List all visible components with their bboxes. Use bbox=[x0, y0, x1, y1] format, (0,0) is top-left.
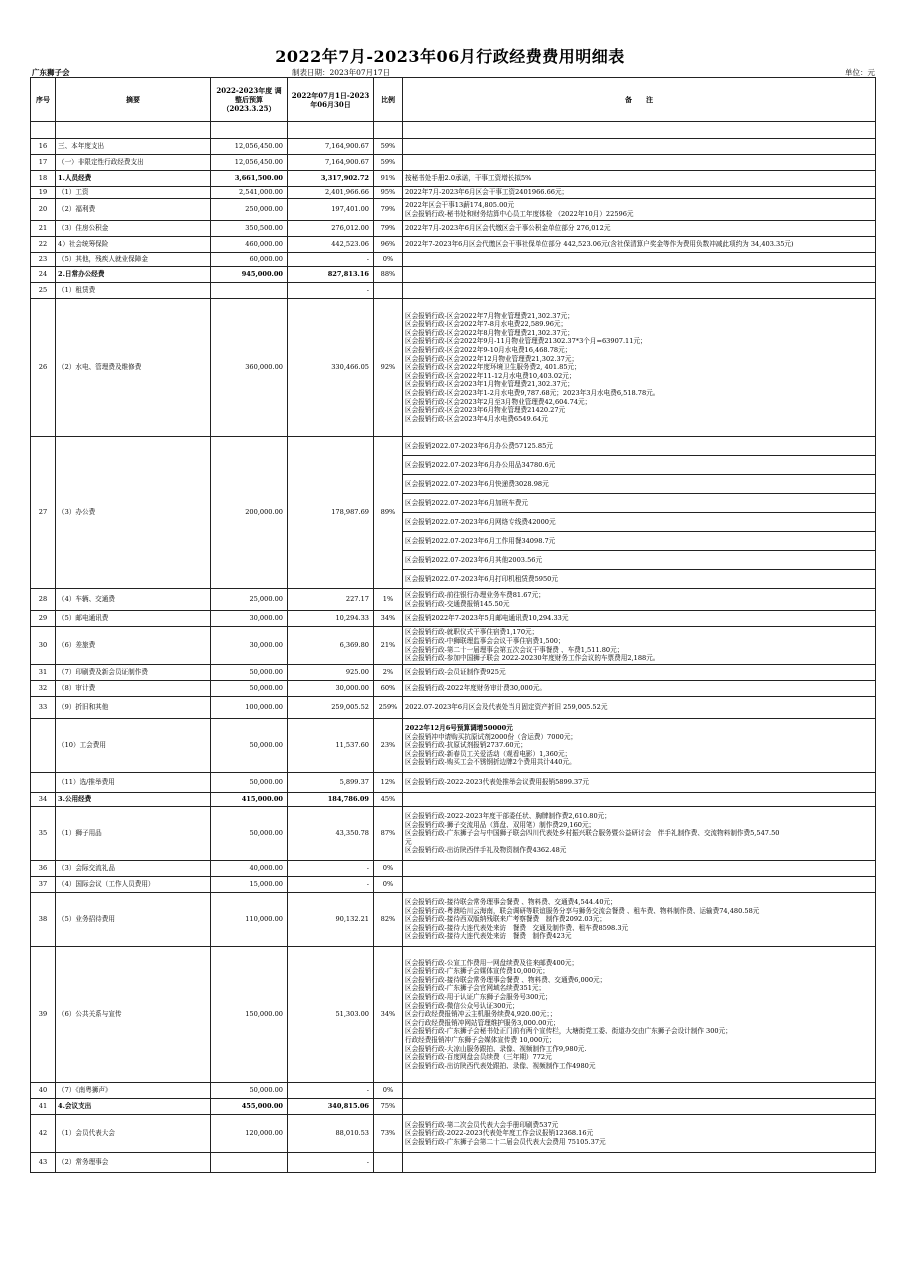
row-summary: （4）车辆、交通费 bbox=[56, 589, 211, 611]
row-budget: 50,000.00 bbox=[211, 773, 288, 793]
note-line: 区会报销行政-接待联会常务理事会餐费 、物料费、交通费4,544.40元； bbox=[405, 898, 617, 907]
table-row bbox=[31, 861, 876, 877]
row-number: 31 bbox=[31, 665, 56, 681]
note-line: 2022年7-2023年6月区会代缴区会干事社保单位部分 442,523.06元(含社保清算户奖金等作为费用负数冲减此项约为 34,403.35元) bbox=[405, 240, 794, 249]
row-budget: 60,000.00 bbox=[211, 253, 288, 267]
row-notes bbox=[403, 773, 876, 793]
row-budget: 2,541,000.00 bbox=[211, 187, 288, 199]
row-notes bbox=[403, 947, 876, 1083]
row-actual: - bbox=[288, 861, 374, 877]
note-line: 区会报销行政-会员证制作费925元 bbox=[405, 668, 506, 677]
blank-row bbox=[31, 122, 876, 139]
table-row bbox=[31, 267, 876, 283]
row-ratio: 89% bbox=[374, 437, 403, 589]
note-line: 元 bbox=[405, 837, 412, 846]
row-actual: 11,537.60 bbox=[288, 719, 374, 773]
row-actual: 6,369.80 bbox=[288, 627, 374, 665]
header-no: 序号 bbox=[31, 78, 56, 122]
row-summary: 2.日常办公经费 bbox=[56, 267, 211, 283]
table-row bbox=[31, 1083, 876, 1099]
row-budget: 945,000.00 bbox=[211, 267, 288, 283]
row-budget: 150,000.00 bbox=[211, 947, 288, 1083]
note-line: 区会报销行政-广东狮子会媒体宣传费10,000元； bbox=[405, 967, 549, 976]
row-number: 23 bbox=[31, 253, 56, 267]
row-number: 25 bbox=[31, 283, 56, 299]
row-actual: 925.00 bbox=[288, 665, 374, 681]
row-summary: 3.公用经费 bbox=[56, 793, 211, 807]
row-ratio bbox=[374, 283, 403, 299]
row-ratio: 34% bbox=[374, 611, 403, 627]
header-budget: 2022-2023年度 调整后预算 （2023.3.25） bbox=[211, 78, 288, 122]
row-notes bbox=[403, 221, 876, 237]
page-title: 2022年7月-2023年06月行政经费费用明细表 bbox=[275, 47, 625, 66]
row-notes bbox=[403, 139, 876, 155]
header-ratio: 比例 bbox=[374, 78, 403, 122]
row-budget: 30,000.00 bbox=[211, 627, 288, 665]
note-line: 区会行政经费报销冲网站管理维护服务3,000.00元； bbox=[405, 1018, 560, 1027]
table-row bbox=[31, 155, 876, 171]
note-line: 区会报销2022年7-2023年5月邮电通讯费10,294.33元 bbox=[405, 614, 569, 623]
note-line: 区会报销2022.07-2023年6月其他2003.56元 bbox=[403, 551, 875, 570]
note-line: 区会报销行政-前往银行办理业务车费81.67元； bbox=[405, 590, 545, 599]
row-notes bbox=[403, 155, 876, 171]
row-ratio: 12% bbox=[374, 773, 403, 793]
row-budget: 110,000.00 bbox=[211, 893, 288, 947]
row-summary: （10）工会费用 bbox=[56, 719, 211, 773]
row-actual: 10,294.33 bbox=[288, 611, 374, 627]
note-line: 按秘书处手册2.0承诺，干事工资增长拟5% bbox=[405, 174, 532, 183]
row-budget: 250,000.00 bbox=[211, 199, 288, 221]
row-summary: （3）会际交流礼品 bbox=[56, 861, 211, 877]
row-ratio: 259% bbox=[374, 697, 403, 719]
table-row bbox=[31, 1153, 876, 1173]
row-notes bbox=[403, 1115, 876, 1153]
note-line: 区会报销2022.07-2023年6月网络专线费42000元 bbox=[403, 513, 875, 532]
row-ratio: 91% bbox=[374, 171, 403, 187]
row-summary: （7）印刷费及新会员证制作费 bbox=[56, 665, 211, 681]
note-line: 区会报销行政-秘书处和财务结算中心员工年度体检 （2022年10月）22596元 bbox=[405, 209, 634, 218]
note-line: 区会报销行政-粤澳哈川云海南，联会调研等联谊服务分享与狮务交流会餐费 、租车费、物料制作费、运输费74,480.58元 bbox=[405, 906, 760, 915]
table-row bbox=[31, 299, 876, 437]
row-budget: 25,000.00 bbox=[211, 589, 288, 611]
row-notes bbox=[403, 1083, 876, 1099]
row-summary: （2）水电、管理费及维修费 bbox=[56, 299, 211, 437]
table-row bbox=[31, 793, 876, 807]
row-actual: - bbox=[288, 1083, 374, 1099]
row-ratio: 60% bbox=[374, 681, 403, 697]
row-ratio: 2% bbox=[374, 665, 403, 681]
note-line: 区会行政经费报销冲云主机服务续费4,920.00元；； bbox=[405, 1010, 557, 1019]
row-ratio bbox=[374, 1153, 403, 1173]
row-notes bbox=[403, 611, 876, 627]
row-budget: 120,000.00 bbox=[211, 1115, 288, 1153]
row-number: 18 bbox=[31, 171, 56, 187]
note-line: 区会报销行政-第二十一届理事会第五次会议干事餐费 、车费1,511.80元； bbox=[405, 645, 624, 654]
row-actual: 90,132.21 bbox=[288, 893, 374, 947]
row-number: 38 bbox=[31, 893, 56, 947]
note-line: 区会报销行政-参加中国狮子联会 2022-20230年度财务工作会议的车票费用2,188元。 bbox=[405, 654, 660, 663]
row-actual: 2,401,966.66 bbox=[288, 187, 374, 199]
note-line: 区会报销行政-2022年度财务审计费30,000元。 bbox=[405, 684, 546, 693]
note-line: 区会报销冲申请购买抗原试剂2000份（含运费）7000元； bbox=[405, 732, 578, 741]
row-actual: 3,317,902.72 bbox=[288, 171, 374, 187]
row-summary: （2）常务理事会 bbox=[56, 1153, 211, 1173]
table-row bbox=[31, 947, 876, 1083]
table-row bbox=[31, 283, 876, 299]
row-ratio: 59% bbox=[374, 139, 403, 155]
row-number: 35 bbox=[31, 807, 56, 861]
table-row bbox=[31, 221, 876, 237]
row-number: 40 bbox=[31, 1083, 56, 1099]
row-ratio: 0% bbox=[374, 253, 403, 267]
row-number: 41 bbox=[31, 1099, 56, 1115]
row-actual: 276,012.00 bbox=[288, 221, 374, 237]
row-number: 26 bbox=[31, 299, 56, 437]
row-budget: 100,000.00 bbox=[211, 697, 288, 719]
row-number: 24 bbox=[31, 267, 56, 283]
table-row bbox=[31, 187, 876, 199]
table-row bbox=[31, 877, 876, 893]
note-line: 区会报销行政-广东狮子会第二十二届会员代表大会费用 75105.37元 bbox=[405, 1137, 606, 1146]
note-line: 区会报销2022.07-2023年6月打印机租赁费5950元 bbox=[405, 574, 558, 583]
note-line: 区会报销行政-区会2023年6月物业管理费21420.27元 bbox=[405, 406, 566, 415]
header-row bbox=[31, 78, 876, 122]
row-ratio: 73% bbox=[374, 1115, 403, 1153]
row-actual: - bbox=[288, 253, 374, 267]
note-line: 区会报销行政-广东狮子会秘书处正门前有两个宣传栏，大塘街党工委、街道办交由广东狮子会设计制作 300元； bbox=[405, 1027, 732, 1036]
row-ratio: 79% bbox=[374, 221, 403, 237]
row-summary: 1.人员经费 bbox=[56, 171, 211, 187]
header-actual: 2022年07月1日-2023年06月30日 bbox=[288, 78, 374, 122]
row-notes bbox=[403, 171, 876, 187]
row-number: 43 bbox=[31, 1153, 56, 1173]
row-number: 33 bbox=[31, 697, 56, 719]
table-row bbox=[31, 1115, 876, 1153]
note-line: 区会报销2022.07-2023年6月办公费57125.85元 bbox=[403, 437, 875, 456]
note-line: 区会报销行政-区会2023年4月水电费6549.64元 bbox=[405, 414, 548, 423]
row-number bbox=[31, 773, 56, 793]
note-line: 区会报销行政-就职仪式干事住宿费1,170元； bbox=[405, 628, 539, 637]
table-row bbox=[31, 719, 876, 773]
note-line: 区会报销2022.07-2023年6月快递费3028.98元 bbox=[403, 475, 875, 494]
row-actual: 330,466.05 bbox=[288, 299, 374, 437]
report-date: 制表日期：2023年07月17日 bbox=[292, 68, 391, 77]
row-actual: 51,303.00 bbox=[288, 947, 374, 1083]
row-actual: 7,164,900.67 bbox=[288, 155, 374, 171]
note-line: 2022年7月-2023年6月区会干事工资2401966.66元； bbox=[405, 188, 569, 197]
note-line: 区会报销行政-微信公众号认证300元； bbox=[405, 1001, 519, 1010]
note-line: 区会报销行政-交通费报销145.50元 bbox=[405, 599, 510, 608]
row-budget: 40,000.00 bbox=[211, 861, 288, 877]
row-budget: 12,056,450.00 bbox=[211, 139, 288, 155]
row-budget: 50,000.00 bbox=[211, 719, 288, 773]
row-ratio: 45% bbox=[374, 793, 403, 807]
row-summary: 三、本年度支出 bbox=[56, 139, 211, 155]
row-notes bbox=[403, 437, 876, 589]
row-ratio: 87% bbox=[374, 807, 403, 861]
note-line: 区会报销行政-2022-2023代表处年度工作会议报销12368.16元 bbox=[405, 1129, 594, 1138]
row-number: 21 bbox=[31, 221, 56, 237]
row-ratio: 88% bbox=[374, 267, 403, 283]
note-line: 区会报销行政-公宣工作费用一网盘续费及往来邮费400元； bbox=[405, 958, 579, 967]
note-line: 区会报销行政-区会2022年8月物业管理费21,302.37元； bbox=[405, 328, 574, 337]
table-row bbox=[31, 237, 876, 253]
note-line: 区会报销行政-广东狮子会与中国狮子联会四川代表处乡村振兴联合服务暨公益研讨会 伴手礼制作费、交流物料制作费5,547.50 bbox=[405, 829, 780, 838]
row-budget: 50,000.00 bbox=[211, 665, 288, 681]
row-budget: 50,000.00 bbox=[211, 807, 288, 861]
table-row bbox=[31, 1099, 876, 1115]
row-notes bbox=[403, 1099, 876, 1115]
row-number: 32 bbox=[31, 681, 56, 697]
table-row bbox=[31, 681, 876, 697]
row-summary: （一）非限定性行政经费支出 bbox=[56, 155, 211, 171]
table-row bbox=[31, 611, 876, 627]
row-ratio: 23% bbox=[374, 719, 403, 773]
note-line: 区会报销行政-接待大连代表处来访 餐费 交通及制作费、租车费8598.3元 bbox=[405, 923, 629, 932]
row-actual: 340,815.06 bbox=[288, 1099, 374, 1115]
note-line: 区会报销行政-区会2022年度环境卫生服务费2, 401.85元； bbox=[405, 363, 581, 372]
table-row bbox=[31, 437, 876, 589]
row-number: 16 bbox=[31, 139, 56, 155]
table-row bbox=[31, 773, 876, 793]
table-row bbox=[31, 807, 876, 861]
currency-unit: 单位：元 bbox=[845, 68, 875, 77]
note-line: 区会报销2022.07-2023年6月工作用餐34098.7元 bbox=[403, 532, 875, 551]
table-row bbox=[31, 627, 876, 665]
header-name: 摘要 bbox=[56, 78, 211, 122]
note-line: 区会报销2022.07-2023年6月加班车费元 bbox=[403, 494, 875, 513]
row-ratio: 0% bbox=[374, 877, 403, 893]
note-line: 区会报销行政-狮子交流用品（算盘、双用笔）制作费29,160元； bbox=[405, 820, 596, 829]
note-line: 区会报销行政-第二次会员代表大会手册印刷费537元 bbox=[405, 1120, 559, 1129]
table-row bbox=[31, 665, 876, 681]
row-notes bbox=[403, 681, 876, 697]
note-line: 区会报销行政-新春员工关爱活动（观看电影）1,360元； bbox=[405, 749, 572, 758]
table-row bbox=[31, 589, 876, 611]
row-number: 20 bbox=[31, 199, 56, 221]
row-ratio: 96% bbox=[374, 237, 403, 253]
row-ratio: 92% bbox=[374, 299, 403, 437]
row-actual: 178,987.69 bbox=[288, 437, 374, 589]
row-summary: （8）审计费 bbox=[56, 681, 211, 697]
row-notes bbox=[403, 1153, 876, 1173]
row-summary: （5）其他，残疾人就业保障金 bbox=[56, 253, 211, 267]
row-number: 42 bbox=[31, 1115, 56, 1153]
table-row bbox=[31, 199, 876, 221]
note-line: 行政经费报销冲广东狮子会媒体宣传费 10,000元； bbox=[405, 1035, 556, 1044]
header-note: 备 注 bbox=[403, 78, 876, 122]
note-line: 区会报销行政-接待大连代表处来访 餐费 制作费423元 bbox=[405, 932, 572, 941]
row-budget: 50,000.00 bbox=[211, 1083, 288, 1099]
row-notes bbox=[403, 793, 876, 807]
row-budget: 15,000.00 bbox=[211, 877, 288, 893]
row-number: 28 bbox=[31, 589, 56, 611]
row-actual: 30,000.00 bbox=[288, 681, 374, 697]
row-number: 39 bbox=[31, 947, 56, 1083]
row-summary: （6）差旅费 bbox=[56, 627, 211, 665]
row-number: 36 bbox=[31, 861, 56, 877]
row-actual: 227.17 bbox=[288, 589, 374, 611]
row-actual: 827,813.16 bbox=[288, 267, 374, 283]
note-line: 区会报销行政-区会2022年11-12月水电费10,403.02元； bbox=[405, 371, 576, 380]
row-summary: （3）住房公积金 bbox=[56, 221, 211, 237]
row-notes bbox=[403, 237, 876, 253]
row-notes bbox=[403, 719, 876, 773]
row-ratio: 79% bbox=[374, 199, 403, 221]
note-line: 区会报销行政-区会2023年1月物业管理费21,302.37元； bbox=[405, 380, 574, 389]
note-line: 区会报销2022.07-2023年6月办公用品34780.6元 bbox=[403, 456, 875, 475]
note-line: 区会报销行政-出访陕西伴手礼及物资制作费4362.48元 bbox=[405, 846, 567, 855]
note-line: 区会报销行政-区会2022年9-10月水电费16,468.78元； bbox=[405, 346, 572, 355]
row-summary: （1）会员代表大会 bbox=[56, 1115, 211, 1153]
row-ratio: 0% bbox=[374, 861, 403, 877]
row-budget: 360,000.00 bbox=[211, 299, 288, 437]
row-actual: 442,523.06 bbox=[288, 237, 374, 253]
note-line: 区会报销行政-区会2023年2月至3月物业管理费42,604.74元； bbox=[405, 397, 592, 406]
row-notes bbox=[403, 253, 876, 267]
note-line: 区会报销行政-区会2022年7-8月水电费22,589.96元； bbox=[405, 320, 568, 329]
row-budget: 350,500.00 bbox=[211, 221, 288, 237]
note-line: 区会报销行政-大凉山服务跟拍、录像、视频制作工作9,980元. bbox=[405, 1044, 587, 1053]
row-budget: 415,000.00 bbox=[211, 793, 288, 807]
row-notes bbox=[403, 283, 876, 299]
row-actual: - bbox=[288, 877, 374, 893]
row-number: 19 bbox=[31, 187, 56, 199]
row-budget: 12,056,450.00 bbox=[211, 155, 288, 171]
row-summary: （7）《南粤狮声》 bbox=[56, 1083, 211, 1099]
row-budget: 455,000.00 bbox=[211, 1099, 288, 1115]
row-summary: （5）邮电通讯费 bbox=[56, 611, 211, 627]
note-line: 区会报销行政-购买工会不锈钢折边牌2个费用共计440元。 bbox=[405, 758, 576, 767]
row-actual: 43,350.78 bbox=[288, 807, 374, 861]
row-summary: 4）社会统筹保险 bbox=[56, 237, 211, 253]
row-budget: 30,000.00 bbox=[211, 611, 288, 627]
row-summary: 4.会议支出 bbox=[56, 1099, 211, 1115]
row-notes bbox=[403, 589, 876, 611]
row-notes bbox=[403, 299, 876, 437]
row-notes bbox=[403, 893, 876, 947]
note-line: 区会报销行政-区会2022年9月-11月物业管理费21302.37*3个月=63907.11元； bbox=[405, 337, 647, 346]
row-actual: 7,164,900.67 bbox=[288, 139, 374, 155]
row-budget bbox=[211, 1153, 288, 1173]
note-line: 区会报销行政-出访陕西代表处跟拍、录像、视频制作工作4980元 bbox=[405, 1061, 596, 1070]
row-actual: 88,010.53 bbox=[288, 1115, 374, 1153]
note-line: 区会报销行政-区会2023年1-2月水电费9,787.68元；2023年3月水电费6,518.78元。 bbox=[405, 388, 660, 397]
row-notes bbox=[403, 877, 876, 893]
row-number: 27 bbox=[31, 437, 56, 589]
row-number bbox=[31, 719, 56, 773]
row-summary: （5）业务招待费用 bbox=[56, 893, 211, 947]
row-budget bbox=[211, 283, 288, 299]
row-summary: （1）狮子用品 bbox=[56, 807, 211, 861]
row-budget: 200,000.00 bbox=[211, 437, 288, 589]
row-summary: （1）工资 bbox=[56, 187, 211, 199]
note-line: 区会报销行政-中狮联理监事会会议干事住宿费1,500； bbox=[405, 636, 565, 645]
row-summary: （11）选/推举费用 bbox=[56, 773, 211, 793]
row-number: 22 bbox=[31, 237, 56, 253]
row-summary: （6）公共关系与宣传 bbox=[56, 947, 211, 1083]
note-line: 区会报销行政-接待西双版纳残联来广考察餐费 制作费2092.03元； bbox=[405, 915, 606, 924]
note-line: 区会报销行政-广东狮子会官网域名续费351元； bbox=[405, 984, 546, 993]
row-budget: 50,000.00 bbox=[211, 681, 288, 697]
note-line: 区会报销行政-百度网盘会员续费（三年期）772元 bbox=[405, 1053, 552, 1062]
row-notes bbox=[403, 697, 876, 719]
row-actual: - bbox=[288, 283, 374, 299]
row-actual: - bbox=[288, 1153, 374, 1173]
row-actual: 184,786.09 bbox=[288, 793, 374, 807]
row-number: 29 bbox=[31, 611, 56, 627]
row-number: 37 bbox=[31, 877, 56, 893]
row-number: 34 bbox=[31, 793, 56, 807]
row-actual: 259,005.52 bbox=[288, 697, 374, 719]
note-line: 2022年12月6号预算调增50000元 bbox=[405, 724, 513, 733]
row-summary: （3）办公费 bbox=[56, 437, 211, 589]
note-line: 区会报销行政-抗原试剂报销2737.60元； bbox=[405, 741, 527, 750]
table-row bbox=[31, 139, 876, 155]
row-notes bbox=[403, 627, 876, 665]
note-line: 区会报销行政-接待联会常务理事会餐费 、物料费、交通费6,000元； bbox=[405, 975, 607, 984]
row-summary: （4）国际会议（工作人员费用） bbox=[56, 877, 211, 893]
row-ratio: 21% bbox=[374, 627, 403, 665]
row-notes bbox=[403, 861, 876, 877]
expense-table bbox=[30, 77, 876, 1173]
note-line: 区会报销行政-区会2022年12月物业管理费21,302.37元； bbox=[405, 354, 579, 363]
row-notes bbox=[403, 665, 876, 681]
row-ratio: 34% bbox=[374, 947, 403, 1083]
row-ratio: 82% bbox=[374, 893, 403, 947]
row-ratio: 1% bbox=[374, 589, 403, 611]
row-summary: （9）折旧和其他 bbox=[56, 697, 211, 719]
row-ratio: 75% bbox=[374, 1099, 403, 1115]
table-row bbox=[31, 893, 876, 947]
note-line: 区会报销行政-2022-2023代表处推举会议费用报销5899.37元 bbox=[405, 778, 589, 787]
table-row bbox=[31, 171, 876, 187]
note-line: 区会报销行政-用于认证广东狮子会服务号300元； bbox=[405, 993, 552, 1002]
note-line: 2022年7月-2023年6月区会代缴区会干事公积金单位部分 276,012元 bbox=[405, 224, 611, 233]
row-number: 30 bbox=[31, 627, 56, 665]
row-budget: 460,000.00 bbox=[211, 237, 288, 253]
row-actual: 197,401.00 bbox=[288, 199, 374, 221]
row-summary: （1）租赁费 bbox=[56, 283, 211, 299]
row-ratio: 95% bbox=[374, 187, 403, 199]
note-line: 2022年区会干事13薪174,805.00元 bbox=[405, 200, 515, 209]
row-notes bbox=[403, 267, 876, 283]
row-actual: 5,899.37 bbox=[288, 773, 374, 793]
row-ratio: 59% bbox=[374, 155, 403, 171]
note-line: 2022.07-2023年6月区会及代表处当月固定资产折旧 259,005.52元 bbox=[405, 703, 608, 712]
row-budget: 3,661,500.00 bbox=[211, 171, 288, 187]
note-line: 区会报销行政-2022-2023年度干部委任状、胸牌制作费2,610.80元； bbox=[405, 812, 611, 821]
row-number: 17 bbox=[31, 155, 56, 171]
row-ratio: 0% bbox=[374, 1083, 403, 1099]
table-row bbox=[31, 697, 876, 719]
table-row bbox=[31, 253, 876, 267]
row-notes bbox=[403, 807, 876, 861]
note-line: 区会报销行政-区会2022年7月物业管理费21,302.37元； bbox=[405, 311, 574, 320]
row-summary: （2）福利费 bbox=[56, 199, 211, 221]
row-notes bbox=[403, 199, 876, 221]
row-notes bbox=[403, 187, 876, 199]
organization-name: 广东狮子会 bbox=[32, 68, 70, 77]
